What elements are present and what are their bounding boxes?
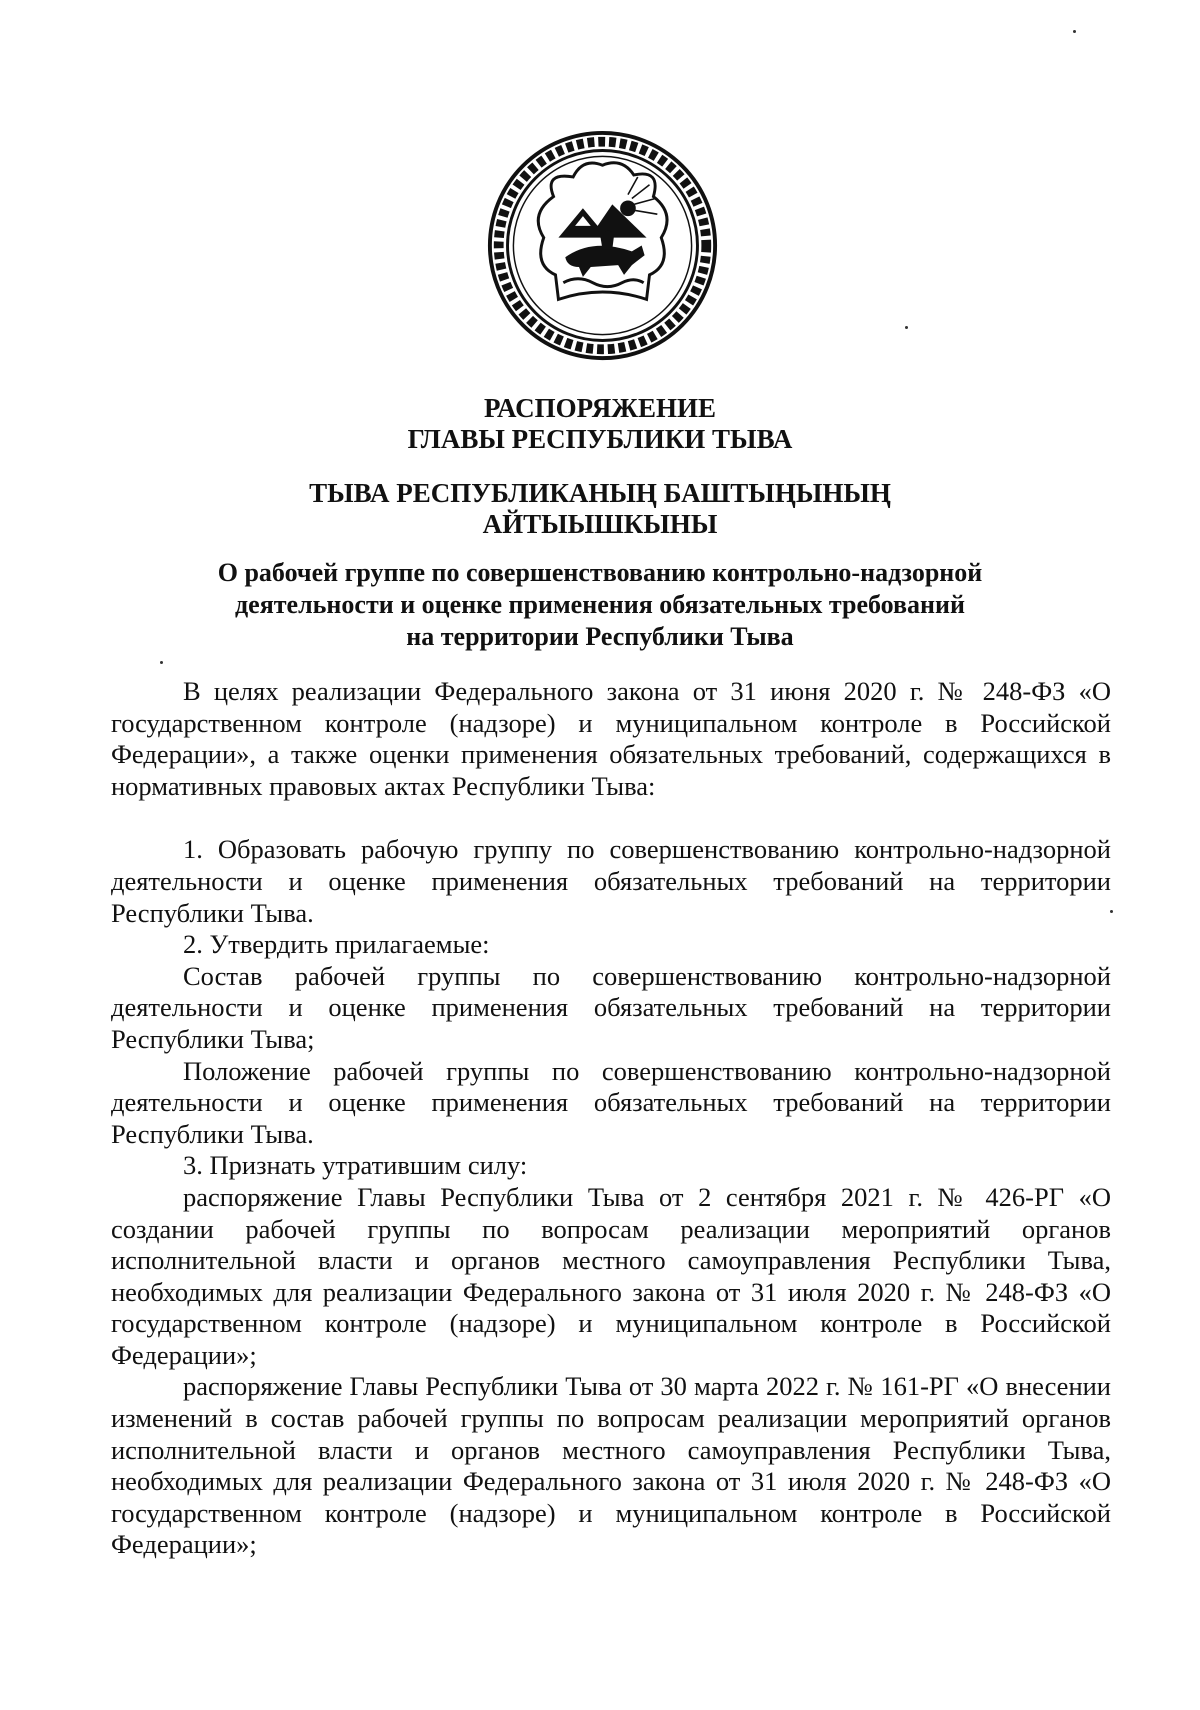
repealed-order-2-paragraph: распоряжение Главы Республики Тыва от 30 марта 2022 г. № 161-РГ «О внесении изменений в состав рабочей группы по вопросам реализации мероприятий органов исполнительной власти и органов местного самоуправления Республики Тыва, необходимых для реализации Федерального закона от 31 июля 2020 г. № 248-ФЗ «О государственном контроле (надзоре) и муниципальном контроле в Российской Федерации»;	[111, 1371, 1111, 1560]
document-heading	[0, 393, 1200, 455]
title-line-3: на территории Республики Тыва	[406, 622, 794, 651]
item-2-paragraph: 2. Утвердить прилагаемые:	[183, 929, 490, 960]
scan-speck	[160, 661, 163, 664]
document-title	[0, 557, 1200, 653]
heading-line-order: РАСПОРЯЖЕНИЕ	[483, 393, 717, 423]
scan-speck	[1110, 910, 1113, 913]
heading-line-tuvan-1: ТЫВА РЕСПУБЛИКАНЫҢ БАШТЫҢЫНЫҢ	[309, 478, 891, 508]
title-line-1: О рабочей группе по совершенствованию контрольно-надзорной	[217, 558, 983, 587]
title-line-2: деятельности и оценке применения обязательных требований	[235, 590, 965, 619]
document-body	[111, 676, 1111, 1561]
preamble-paragraph: В целях реализации Федерального закона от 31 июня 2020 г. № 248-ФЗ «О государственном контроле (надзоре) и муниципальном контроле в Российской Федерации», а также оценки применения обязательных требований, содержащихся в нормативных правовых актах Республики Тыва:	[111, 676, 1111, 801]
heading-line-head: ГЛАВЫ РЕСПУБЛИКИ ТЫВА	[407, 424, 793, 454]
scan-speck	[1073, 30, 1076, 33]
scan-speck	[905, 326, 908, 329]
repealed-order-1-paragraph: распоряжение Главы Республики Тыва от 2 сентября 2021 г. № 426-РГ «О создании рабочей группы по вопросам реализации мероприятий органов исполнительной власти и органов местного самоуправления Республики Тыва, необходимых для реализации Федерального закона от 31 июля 2020 г. № 248-ФЗ «О государственном контроле (надзоре) и муниципальном контроле в Российской Федерации»;	[111, 1181, 1111, 1370]
document-heading-tuvan	[0, 478, 1200, 540]
tuva-emblem-icon	[485, 128, 720, 363]
composition-paragraph: Состав рабочей группы по совершенствованию контрольно-надзорной деятельности и оценке применения обязательных требований на территории Республики Тыва;	[111, 960, 1111, 1054]
heading-line-tuvan-2: АЙТЫЫШКЫНЫ	[482, 509, 718, 539]
regulation-paragraph: Положение рабочей группы по совершенствованию контрольно-надзорной деятельности и оценке применения обязательных требований на территории Республики Тыва.	[111, 1055, 1111, 1149]
item-1-paragraph: 1. Образовать рабочую группу по совершенствованию контрольно-надзорной деятельности и оценке применения обязательных требований на территории Республики Тыва.	[111, 834, 1111, 928]
item-3-paragraph: 3. Признать утратившим силу:	[183, 1150, 528, 1181]
